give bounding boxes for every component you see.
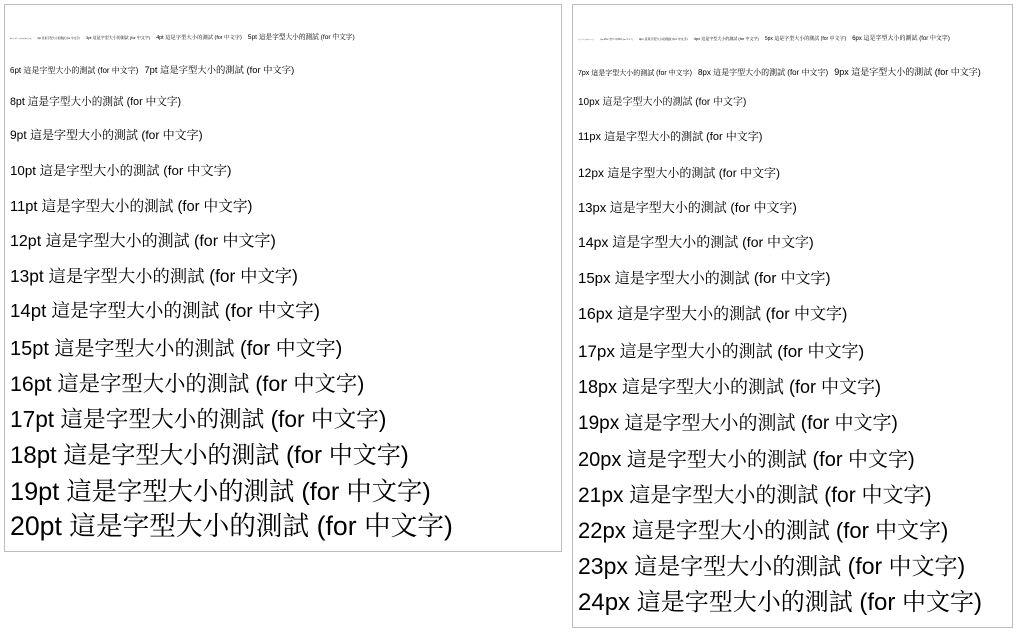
size-sample-1pt: 1pt 這是字型大小的測試 (for 中文字) [10,39,32,40]
size-sample-8pt: 8pt 這是字型大小的測試 (for 中文字) [10,96,182,108]
size-sample-line [10,199,252,215]
size-sample-19px: 19px 這是字型大小的測試 (for 中文字) [578,413,898,434]
size-sample-line [578,93,746,109]
size-sample-8px: 8px 這是字型大小的測試 (for 中文字) [697,68,829,77]
size-sample-3px: 3px 這是字型大小的測試 (for 中文字) [638,37,688,41]
size-sample-line [10,127,203,143]
size-sample-line [10,163,231,179]
size-sample-line [578,235,814,251]
size-sample-5px: 5px 這是字型大小的測試 (for 中文字) [764,36,847,42]
size-sample-line [10,234,276,250]
size-sample-6pt: 6pt 這是字型大小的測試 (for 中文字) [10,66,139,75]
size-sample-line [578,128,762,144]
size-sample-19pt: 19pt 這是字型大小的測試 (for 中文字) [10,478,431,506]
size-sample-4px: 4px 這是字型大小的測試 (for 中文字) [693,36,759,41]
size-sample-9px: 9px 這是字型大小的測試 (for 中文字) [834,67,981,77]
size-sample-7px: 7px 這是字型大小的測試 (for 中文字) [578,70,692,77]
size-sample-22px: 22px 這是字型大小的測試 (for 中文字) [578,518,949,543]
size-sample-line [10,408,386,431]
size-sample-line [578,450,915,470]
size-sample-6px: 6px 這是字型大小的測試 (for 中文字) [852,36,950,42]
size-sample-line [578,591,982,615]
size-sample-10px: 10px 這是字型大小的測試 (for 中文字) [578,97,747,108]
size-sample-9pt: 9pt 這是字型大小的測試 (for 中文字) [10,128,203,142]
size-sample-line [10,374,364,395]
size-sample-24px: 24px 這是字型大小的測試 (for 中文字) [578,589,983,616]
size-sample-5pt: 5pt 這是字型大小的測試 (for 中文字) [247,34,355,41]
size-sample-line [10,480,431,505]
px-size-panel [572,4,1013,628]
size-sample-line [578,414,898,433]
size-sample-line [578,378,881,397]
size-sample-line [578,271,831,287]
size-sample-line [578,555,965,578]
size-sample-10pt: 10pt 這是字型大小的測試 (for 中文字) [10,163,232,178]
size-sample-line [10,339,342,359]
size-sample-line [578,307,847,323]
size-sample-4pt: 4pt 這是字型大小的測試 (for 中文字) [156,35,242,41]
size-sample-line [10,27,355,43]
size-sample-line [578,343,864,361]
size-sample-16pt: 16pt 這是字型大小的測試 (for 中文字) [10,372,365,396]
size-sample-20px: 20px 這是字型大小的測試 (for 中文字) [578,449,915,471]
size-sample-line [10,268,298,286]
size-sample-12pt: 12pt 這是字型大小的測試 (for 中文字) [10,233,276,250]
size-sample-14pt: 14pt 這是字型大小的測試 (for 中文字) [10,300,320,321]
size-sample-13px: 13px 這是字型大小的測試 (for 中文字) [578,200,797,215]
size-sample-20pt: 20pt 這是字型大小的測試 (for 中文字) [10,511,453,541]
size-sample-7pt: 7pt 這是字型大小的測試 (for 中文字) [144,65,295,75]
size-sample-14px: 14px 這是字型大小的測試 (for 中文字) [578,234,814,250]
size-sample-line [10,61,294,77]
size-sample-23px: 23px 這是字型大小的測試 (for 中文字) [578,553,966,579]
size-sample-12px: 12px 這是字型大小的測試 (for 中文字) [578,166,781,180]
size-sample-15pt: 15pt 這是字型大小的測試 (for 中文字) [10,338,343,360]
size-sample-line [10,93,181,109]
size-sample-13pt: 13pt 這是字型大小的測試 (for 中文字) [10,266,298,286]
size-sample-line [578,485,932,506]
size-sample-18pt: 18pt 這是字型大小的測試 (for 中文字) [10,442,409,469]
size-sample-21px: 21px 這是字型大小的測試 (for 中文字) [578,484,932,507]
size-sample-line [10,513,453,540]
size-sample-16px: 16px 這是字型大小的測試 (for 中文字) [578,306,848,323]
size-sample-line [578,200,797,216]
size-sample-11px: 11px 這是字型大小的測試 (for 中文字) [578,131,763,143]
size-sample-17px: 17px 這是字型大小的測試 (for 中文字) [578,342,865,361]
size-sample-line [578,28,950,44]
size-sample-17pt: 17pt 這是字型大小的測試 (for 中文字) [10,406,387,432]
size-sample-line [578,165,780,181]
size-sample-line [578,520,948,542]
size-sample-1px: 1px 這是字型大小的測試 (for 中文字) [578,40,595,41]
size-sample-18px: 18px 這是字型大小的測試 (for 中文字) [578,377,882,397]
size-sample-3pt: 3pt 這是字型大小的測試 (for 中文字) [85,35,151,40]
size-sample-line [10,444,409,468]
size-sample-11pt: 11pt 這是字型大小的測試 (for 中文字) [10,199,253,215]
size-sample-15px: 15px 這是字型大小的測試 (for 中文字) [578,270,831,287]
pt-size-panel [4,4,562,552]
size-sample-line [10,302,320,321]
size-sample-2px: 2px 這是字型大小的測試 (for 中文字) [600,39,633,41]
size-sample-2pt: 2pt 這是字型大小的測試 (for 中文字) [37,37,80,40]
size-sample-line [578,63,981,79]
